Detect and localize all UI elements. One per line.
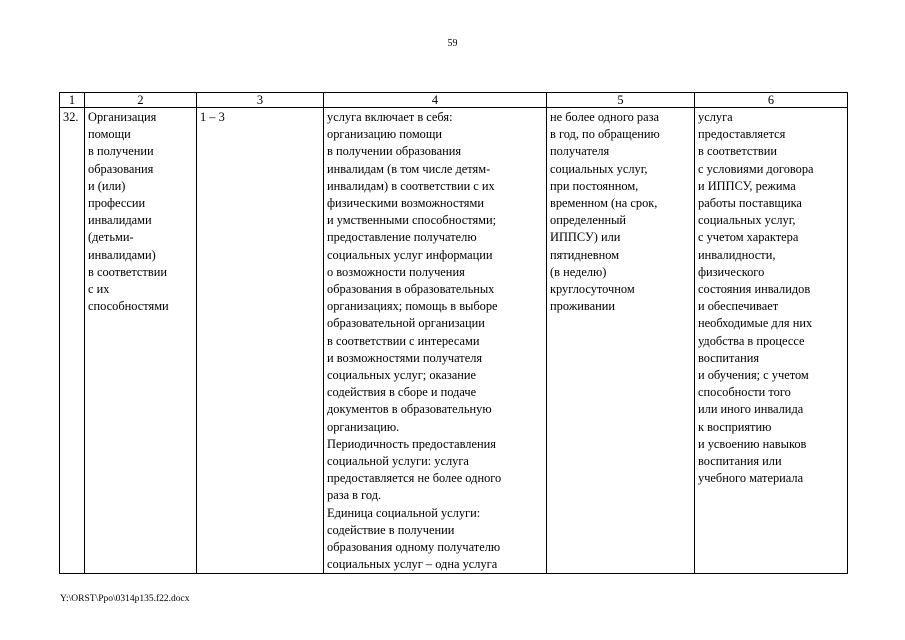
cell-text-line: в соответствии <box>88 264 167 279</box>
cell-text-line: или иного инвалида <box>698 402 804 417</box>
cell-text-line: в соответствии с интересами <box>327 333 480 348</box>
cell-text-line: о возможности получения <box>327 264 465 279</box>
cell-text-line: и возможностями получателя <box>327 350 483 365</box>
cell-text-line: в год, по обращению <box>550 127 660 142</box>
cell-text-line: и умственными способностями; <box>327 213 497 228</box>
cell-text-line: и обеспечивает <box>698 299 779 314</box>
cell-text-line: социальных услуг, <box>550 161 648 176</box>
cell-text-line: содействия в сборе и подаче <box>327 385 477 400</box>
cell-text-line: с условиями договора <box>698 161 814 176</box>
cell-text-line: организацию помощи <box>327 127 443 142</box>
cell-text-line: профессии <box>88 196 146 211</box>
cell-text-line: при постоянном, <box>550 178 639 193</box>
header-col-1: 1 <box>60 93 85 108</box>
cell-text-line: социальных услуг информации <box>327 247 493 262</box>
cell-text-line: в получении <box>88 144 154 159</box>
table-header-row <box>60 93 848 108</box>
cell-text-line: инвалидами) <box>88 247 156 262</box>
cell-text-line: услуга включает в себя: <box>327 110 453 124</box>
cell-text-line: социальных услуг, <box>698 213 796 228</box>
cell-text-line: социальных услуг; оказание <box>327 368 477 383</box>
cell-text-line: в соответствии <box>698 144 777 159</box>
cell-text-line: предоставление получателю <box>327 230 477 245</box>
cell-text-line: пятидневном <box>550 247 620 262</box>
cell-text-line: воспитания <box>698 350 760 365</box>
cell-text-line: социальных услуг – одна услуга <box>327 557 498 572</box>
cell-text-line: учебного материала <box>698 471 804 486</box>
cell-text-line: в получении образования <box>327 144 462 159</box>
cell-text-line: состояния инвалидов <box>698 282 811 297</box>
page-number: 59 <box>447 38 458 49</box>
cell-text-line: временном (на срок, <box>550 196 658 211</box>
cell-text-line: образования <box>88 161 154 176</box>
services-table <box>59 92 848 574</box>
cell-text-line: получателя <box>550 144 610 159</box>
cell-text-line: Периодичность предоставления <box>327 436 496 451</box>
cell-text-line: определенный <box>550 213 627 228</box>
service-frequency-cell <box>547 108 695 574</box>
cell-text-line: физического <box>698 264 765 279</box>
cell-text-line: инвалидами <box>88 213 152 228</box>
cell-text-line: и ИППСУ, режима <box>698 178 796 193</box>
cell-text-line: документов в образовательную <box>327 402 492 417</box>
service-conditions-cell <box>695 108 848 574</box>
cell-text-line: услуга <box>698 110 733 124</box>
cell-text-line: инвалидам) в соответствии с их <box>327 178 495 193</box>
cell-text-line: организацию. <box>327 419 400 434</box>
cell-text-line: физическими возможностями <box>327 196 484 211</box>
service-description-cell <box>324 108 547 574</box>
cell-text-line: (в неделю) <box>550 264 607 279</box>
cell-text-line: с их <box>88 282 110 297</box>
cell-text-line: образования одному получателю <box>327 540 501 555</box>
cell-text-line: способностями <box>88 299 169 314</box>
cell-text-line: не более одного раза <box>550 110 659 124</box>
cell-text-line: социальной услуги: услуга <box>327 454 469 469</box>
cell-text-line: проживании <box>550 299 615 314</box>
cell-text-line: (детьми- <box>88 230 134 245</box>
cell-text-line: инвалидности, <box>698 247 776 262</box>
cell-text-line: образования в образовательных <box>327 282 495 297</box>
header-col-6: 6 <box>695 93 848 108</box>
cell-text-line: содействие в получении <box>327 522 455 537</box>
header-col-2: 2 <box>85 93 197 108</box>
cell-text-line: круглосуточном <box>550 282 635 297</box>
cell-text-line: предоставляется не более одного <box>327 471 502 486</box>
cell-text-line: раза в год. <box>327 488 382 503</box>
cell-text-line: к восприятию <box>698 419 772 434</box>
cell-text-line: работы поставщика <box>698 196 802 211</box>
cell-text-line: и усвоению навыков <box>698 436 807 451</box>
cell-text-line: помощи <box>88 127 131 142</box>
cell-text-line: предоставляется <box>698 127 786 142</box>
cell-text-line: с учетом характера <box>698 230 799 245</box>
header-col-3: 3 <box>197 93 324 108</box>
cell-text-line: воспитания или <box>698 454 782 469</box>
service-code-cell: 1 – 3 <box>197 108 324 574</box>
cell-text-line: образовательной организации <box>327 316 485 331</box>
cell-text-line: удобства в процессе <box>698 333 805 348</box>
cell-text-line: и (или) <box>88 178 126 193</box>
cell-text-line: способности того <box>698 385 791 400</box>
cell-text-line: ИППСУ) или <box>550 230 621 245</box>
cell-text-line: инвалидам (в том числе детям- <box>327 161 491 176</box>
header-col-4: 4 <box>324 93 547 108</box>
cell-text-line: необходимые для них <box>698 316 813 331</box>
cell-text-line: и обучения; с учетом <box>698 368 809 383</box>
service-name-cell <box>85 108 197 574</box>
table-row <box>60 108 848 574</box>
cell-text-line: организациях; помощь в выборе <box>327 299 498 314</box>
cell-text-line: Единица социальной услуги: <box>327 505 481 520</box>
footer-file-path: Y:\ORST\Ppo\0314p135.f22.docx <box>60 594 190 604</box>
cell-text-line: Организация <box>88 110 157 124</box>
header-col-5: 5 <box>547 93 695 108</box>
row-number-cell: 32. <box>60 108 85 574</box>
